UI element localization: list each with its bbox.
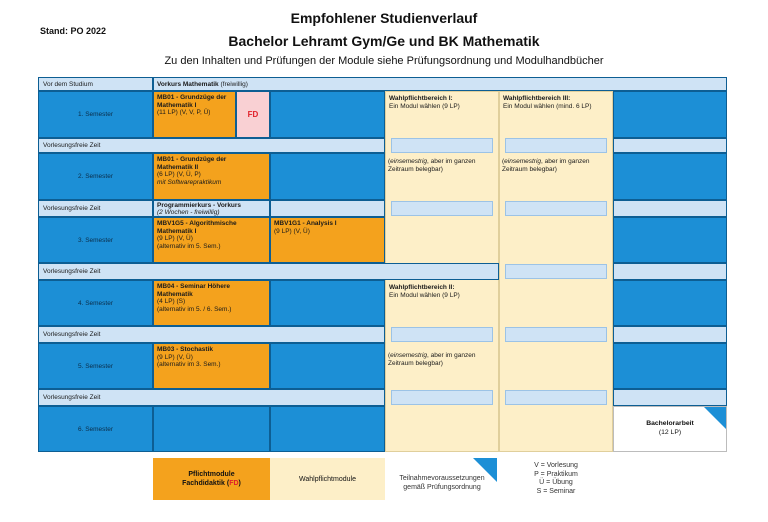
module-info: (9 LP) (V, Ü)	[157, 235, 193, 243]
legend-u: Ü = Übung	[539, 479, 573, 486]
semester-5-label: 5. Semester	[38, 343, 153, 389]
semester-1-label: 1. Semester	[38, 91, 153, 138]
semester-3-label: 3. Semester	[38, 217, 153, 263]
legend-v: V = Vorlesung	[534, 462, 578, 469]
row-label-break-4: Vorlesungsfreie Zeit	[38, 326, 385, 343]
module-alt: (alternativ im 3. Sem.)	[157, 361, 221, 369]
legend-teilnahme	[385, 458, 499, 500]
break-slot	[613, 200, 727, 217]
legend-p: P = Praktikum	[534, 470, 578, 478]
semester-4-label: 4. Semester	[38, 280, 153, 326]
legend-pflicht-text: Fachdidaktik (	[182, 480, 230, 487]
module-title: MB01 - Grundzüge der	[157, 94, 227, 101]
legend-pflicht-line2	[182, 479, 241, 488]
module-alt: (alternativ im 5. / 6. Sem.)	[157, 305, 232, 313]
module-mb04-seminar	[153, 280, 270, 326]
einsemestrig-note	[388, 158, 498, 173]
module-title: MBV1G5 - Algorithmische	[157, 220, 237, 227]
empty-cell	[270, 91, 385, 138]
fd-badge: FD	[236, 91, 270, 138]
module-title: Mathematik	[157, 290, 193, 298]
empty-cell	[270, 280, 385, 326]
row-label-break-3: Vorlesungsfreie Zeit	[38, 263, 499, 280]
note-rest: , aber im ganzen	[427, 352, 476, 359]
note-emphasis: einsemestrig	[390, 158, 428, 165]
vorkurs-note: (freiwillig)	[220, 81, 248, 88]
legend-fd-text: FD	[229, 480, 239, 487]
module-info: (4 LP) (S)	[157, 298, 186, 306]
page-subtitle-program: Bachelor Lehramt Gym/Ge und BK Mathematik	[228, 33, 540, 49]
legend-pflicht-line1: Pflichtmodule	[188, 471, 235, 478]
bachelorarbeit-cell	[613, 406, 727, 452]
break-slot	[391, 327, 493, 342]
wahlpflicht-3-block	[500, 93, 612, 112]
legend-teil-line2: gemäß Prüfungsordnung	[403, 484, 481, 491]
empty-cell	[613, 280, 727, 326]
row-label-before: Vor dem Studium	[38, 77, 153, 91]
break-slot	[505, 264, 607, 279]
module-mb01-grundzuege-1	[153, 91, 236, 138]
note-open: (	[388, 352, 391, 359]
note-emphasis: einsemestrig	[504, 158, 542, 165]
wahlpflicht-2-text: Ein Modul wählen (9 LP)	[389, 291, 460, 299]
module-info: (11 LP) (V, V, P, Ü)	[157, 109, 211, 117]
wahlpflicht-3-text: Ein Modul wählen (mind. 6 LP)	[503, 102, 592, 110]
legend-close-paren: )	[238, 480, 241, 487]
programmierkurs-note: (2 Wochen - freiwillig)	[157, 209, 220, 216]
legend-pflicht	[153, 458, 270, 500]
break-slot	[613, 263, 727, 280]
row-label-break-1: Vorlesungsfreie Zeit	[38, 138, 385, 153]
module-mbv1g1-analysis	[270, 217, 385, 263]
empty-cell	[613, 153, 727, 200]
wahlpflicht-1-block	[386, 93, 498, 112]
module-title: MB03 - Stochastik	[157, 346, 213, 353]
programmierkurs-cell	[153, 200, 270, 217]
programmierkurs-name: Programmierkurs - Vorkurs	[157, 202, 242, 209]
module-mbv1g5-algorithmische	[153, 217, 270, 263]
module-info: (6 LP) (V, Ü, P)	[157, 171, 201, 179]
empty-cell	[613, 217, 727, 263]
wahlpflicht-3-title: Wahlpflichtbereich III:	[503, 95, 571, 102]
module-mb03-stochastik	[153, 343, 270, 389]
empty-cell	[153, 406, 270, 452]
page-subtitle-note: Zu den Inhalten und Prüfungen der Module siehe Prüfungsordnung und Modulhandbücher	[164, 55, 604, 67]
break-slot	[391, 390, 493, 405]
break-slot	[270, 200, 385, 217]
row-label-break-2: Vorlesungsfreie Zeit	[38, 200, 153, 217]
break-slot	[505, 327, 607, 342]
bachelorarbeit-title: Bachelorarbeit	[646, 420, 694, 427]
empty-cell	[613, 343, 727, 389]
vorkurs-cell	[153, 77, 727, 91]
stand-label: Stand: PO 2022	[40, 26, 107, 36]
module-title: Mathematik I	[157, 101, 197, 109]
legend-wahl: Wahlpflichtmodule	[270, 458, 385, 500]
module-title: Mathematik I	[157, 227, 197, 235]
note-open: (	[388, 158, 391, 165]
empty-cell	[270, 343, 385, 389]
wahlpflicht-1-text: Ein Modul wählen (9 LP)	[389, 102, 460, 110]
empty-cell	[270, 153, 385, 200]
module-title: MBV1G1 - Analysis I	[274, 220, 337, 227]
legend-abbreviations	[499, 458, 613, 500]
wahlpflicht-2-block	[386, 282, 498, 301]
row-label-break-5: Vorlesungsfreie Zeit	[38, 389, 385, 406]
break-slot	[613, 138, 727, 153]
module-alt: (alternativ im 5. Sem.)	[157, 242, 221, 250]
break-slot	[613, 389, 727, 406]
break-slot	[505, 390, 607, 405]
break-slot	[613, 326, 727, 343]
legend-s: S = Seminar	[536, 487, 576, 495]
break-slot	[391, 138, 493, 153]
module-title: MB01 - Grundzüge der	[157, 156, 227, 163]
note-line2: Zeitraum belegbar)	[388, 359, 443, 367]
module-title: MB04 - Seminar Höhere	[157, 283, 230, 290]
note-line2: Zeitraum belegbar)	[502, 165, 557, 173]
module-info: (9 LP) (V, Ü)	[274, 227, 310, 235]
einsemestrig-note	[502, 158, 612, 173]
module-mb01-grundzuege-2	[153, 153, 270, 200]
bachelorarbeit-info: (12 LP)	[658, 429, 682, 436]
empty-cell	[613, 91, 727, 138]
note-line2: Zeitraum belegbar)	[388, 165, 443, 173]
module-info: (9 LP) (V, Ü)	[157, 353, 193, 361]
break-slot	[505, 201, 607, 216]
module-title: Mathematik II	[157, 163, 199, 171]
module-extra: mit Softwarepraktikum	[157, 178, 222, 186]
break-slot	[391, 201, 493, 216]
break-slot	[505, 138, 607, 153]
note-rest: , aber im ganzen	[427, 158, 476, 165]
note-open: (	[502, 158, 505, 165]
einsemestrig-note	[388, 352, 498, 367]
page-title: Empfohlener Studienverlauf	[290, 10, 478, 26]
note-emphasis: einsemestrig	[390, 352, 428, 359]
legend-teil-line1: Teilnahmevoraussetzungen	[399, 475, 485, 482]
wahlpflicht-1-title: Wahlpflichtbereich I:	[389, 95, 453, 102]
semester-2-label: 2. Semester	[38, 153, 153, 200]
prerequisite-triangle	[473, 458, 497, 482]
semester-6-label: 6. Semester	[38, 406, 153, 452]
note-rest: , aber im ganzen	[541, 158, 590, 165]
vorkurs-name: Vorkurs Mathematik	[157, 81, 219, 88]
wahlpflicht-2-title: Wahlpflichtbereich II:	[389, 284, 455, 291]
empty-cell	[270, 406, 385, 452]
